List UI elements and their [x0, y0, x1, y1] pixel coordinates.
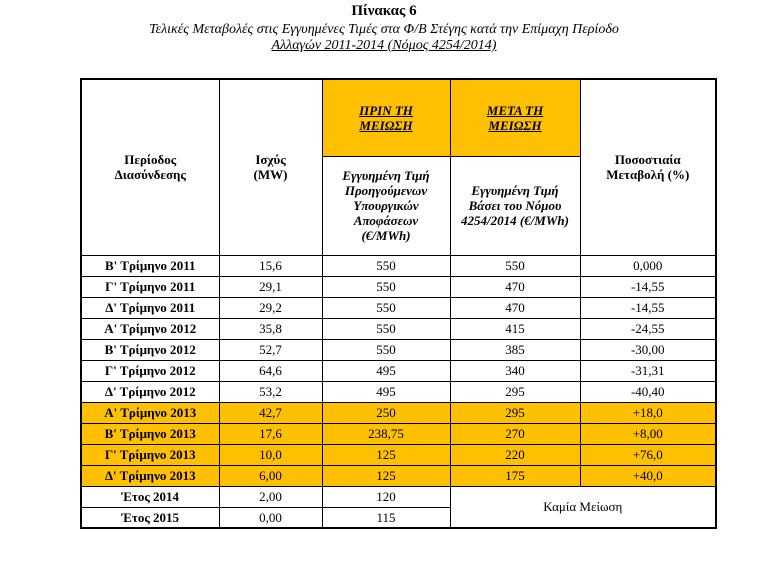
header-after: ΜΕΤΑ ΤΗ ΜΕΙΩΣΗ	[450, 79, 580, 156]
row-after: 175	[450, 465, 580, 486]
row-pct: -14,55	[580, 297, 716, 318]
row-period: Γ' Τρίμηνο 2012	[81, 360, 219, 381]
row-before: 550	[322, 339, 450, 360]
row-period: Γ' Τρίμηνο 2013	[81, 444, 219, 465]
row-period: Α' Τρίμηνο 2012	[81, 318, 219, 339]
row-period: Έτος 2014	[81, 486, 219, 507]
table-title: Πίνακας 6	[351, 3, 417, 19]
row-pct: -24,55	[580, 318, 716, 339]
row-after: 470	[450, 276, 580, 297]
row-period: Δ' Τρίμηνο 2011	[81, 297, 219, 318]
table-row	[81, 381, 716, 402]
row-before: 495	[322, 360, 450, 381]
table-row	[81, 255, 716, 276]
row-power: 42,7	[219, 402, 322, 423]
row-after: 340	[450, 360, 580, 381]
row-pct: -40,40	[580, 381, 716, 402]
row-after: 415	[450, 318, 580, 339]
row-power: 17,6	[219, 423, 322, 444]
header-after-sub: Εγγυημένη Τιμή Βάσει του Νόμου 4254/2014 (€/MWh)	[450, 156, 580, 255]
row-power: 29,1	[219, 276, 322, 297]
row-before: 115	[322, 507, 450, 528]
table-row	[81, 360, 716, 381]
row-pct: -30,00	[580, 339, 716, 360]
no-change-cell: Καμία Μείωση	[450, 486, 716, 528]
row-power: 2,00	[219, 486, 322, 507]
row-pct: -31,31	[580, 360, 716, 381]
table-row	[81, 402, 716, 423]
table-row	[81, 423, 716, 444]
row-period: Δ' Τρίμηνο 2013	[81, 465, 219, 486]
subtitle-line-2: Αλλαγών 2011-2014 (Νόμος 4254/2014)	[271, 38, 497, 53]
row-pct: +8,00	[580, 423, 716, 444]
row-power: 10,0	[219, 444, 322, 465]
row-period: Α' Τρίμηνο 2013	[81, 402, 219, 423]
tariff-table	[80, 78, 717, 529]
row-before: 238,75	[322, 423, 450, 444]
row-period: Β' Τρίμηνο 2012	[81, 339, 219, 360]
row-before: 550	[322, 276, 450, 297]
row-after: 295	[450, 381, 580, 402]
table-subtitle	[40, 22, 728, 54]
table-body	[81, 255, 716, 486]
row-period: Γ' Τρίμηνο 2011	[81, 276, 219, 297]
row-power: 15,6	[219, 255, 322, 276]
row-pct: -14,55	[580, 276, 716, 297]
row-before: 250	[322, 402, 450, 423]
table-row	[81, 339, 716, 360]
header-period: Περίοδος Διασύνδεσης	[81, 79, 219, 255]
header-power: Ισχύς (MW)	[219, 79, 322, 255]
row-before: 550	[322, 318, 450, 339]
row-pct: +18,0	[580, 402, 716, 423]
table-row	[81, 297, 716, 318]
row-pct: +40,0	[580, 465, 716, 486]
row-after: 385	[450, 339, 580, 360]
row-after: 470	[450, 297, 580, 318]
row-period: Β' Τρίμηνο 2013	[81, 423, 219, 444]
row-after: 295	[450, 402, 580, 423]
row-power: 52,7	[219, 339, 322, 360]
table-row	[81, 465, 716, 486]
row-before: 125	[322, 444, 450, 465]
row-after: 270	[450, 423, 580, 444]
row-period: Β' Τρίμηνο 2011	[81, 255, 219, 276]
row-before: 495	[322, 381, 450, 402]
header-pct: Ποσοστιαία Μεταβολή (%)	[580, 79, 716, 255]
row-power: 64,6	[219, 360, 322, 381]
table-row	[81, 276, 716, 297]
row-power: 53,2	[219, 381, 322, 402]
header-before: ΠΡΙΝ ΤΗ ΜΕΙΩΣΗ	[322, 79, 450, 156]
row-pct: +76,0	[580, 444, 716, 465]
row-power: 6,00	[219, 465, 322, 486]
row-power: 0,00	[219, 507, 322, 528]
row-after: 550	[450, 255, 580, 276]
table-row	[81, 318, 716, 339]
table-row	[81, 444, 716, 465]
row-before: 550	[322, 297, 450, 318]
row-after: 220	[450, 444, 580, 465]
row-before: 120	[322, 486, 450, 507]
row-period: Έτος 2015	[81, 507, 219, 528]
subtitle-line-1: Τελικές Μεταβολές στις Εγγυημένες Τιμές στα Φ/Β Στέγης κατά την Επίμαχη Περίοδο	[149, 22, 619, 37]
row-power: 29,2	[219, 297, 322, 318]
row-period: Δ' Τρίμηνο 2012	[81, 381, 219, 402]
header-before-sub: Εγγυημένη Τιμή Προηγούμενων Υπουργικών Αποφάσεων (€/MWh)	[322, 156, 450, 255]
row-before: 550	[322, 255, 450, 276]
row-pct: 0,000	[580, 255, 716, 276]
row-before: 125	[322, 465, 450, 486]
row-power: 35,8	[219, 318, 322, 339]
